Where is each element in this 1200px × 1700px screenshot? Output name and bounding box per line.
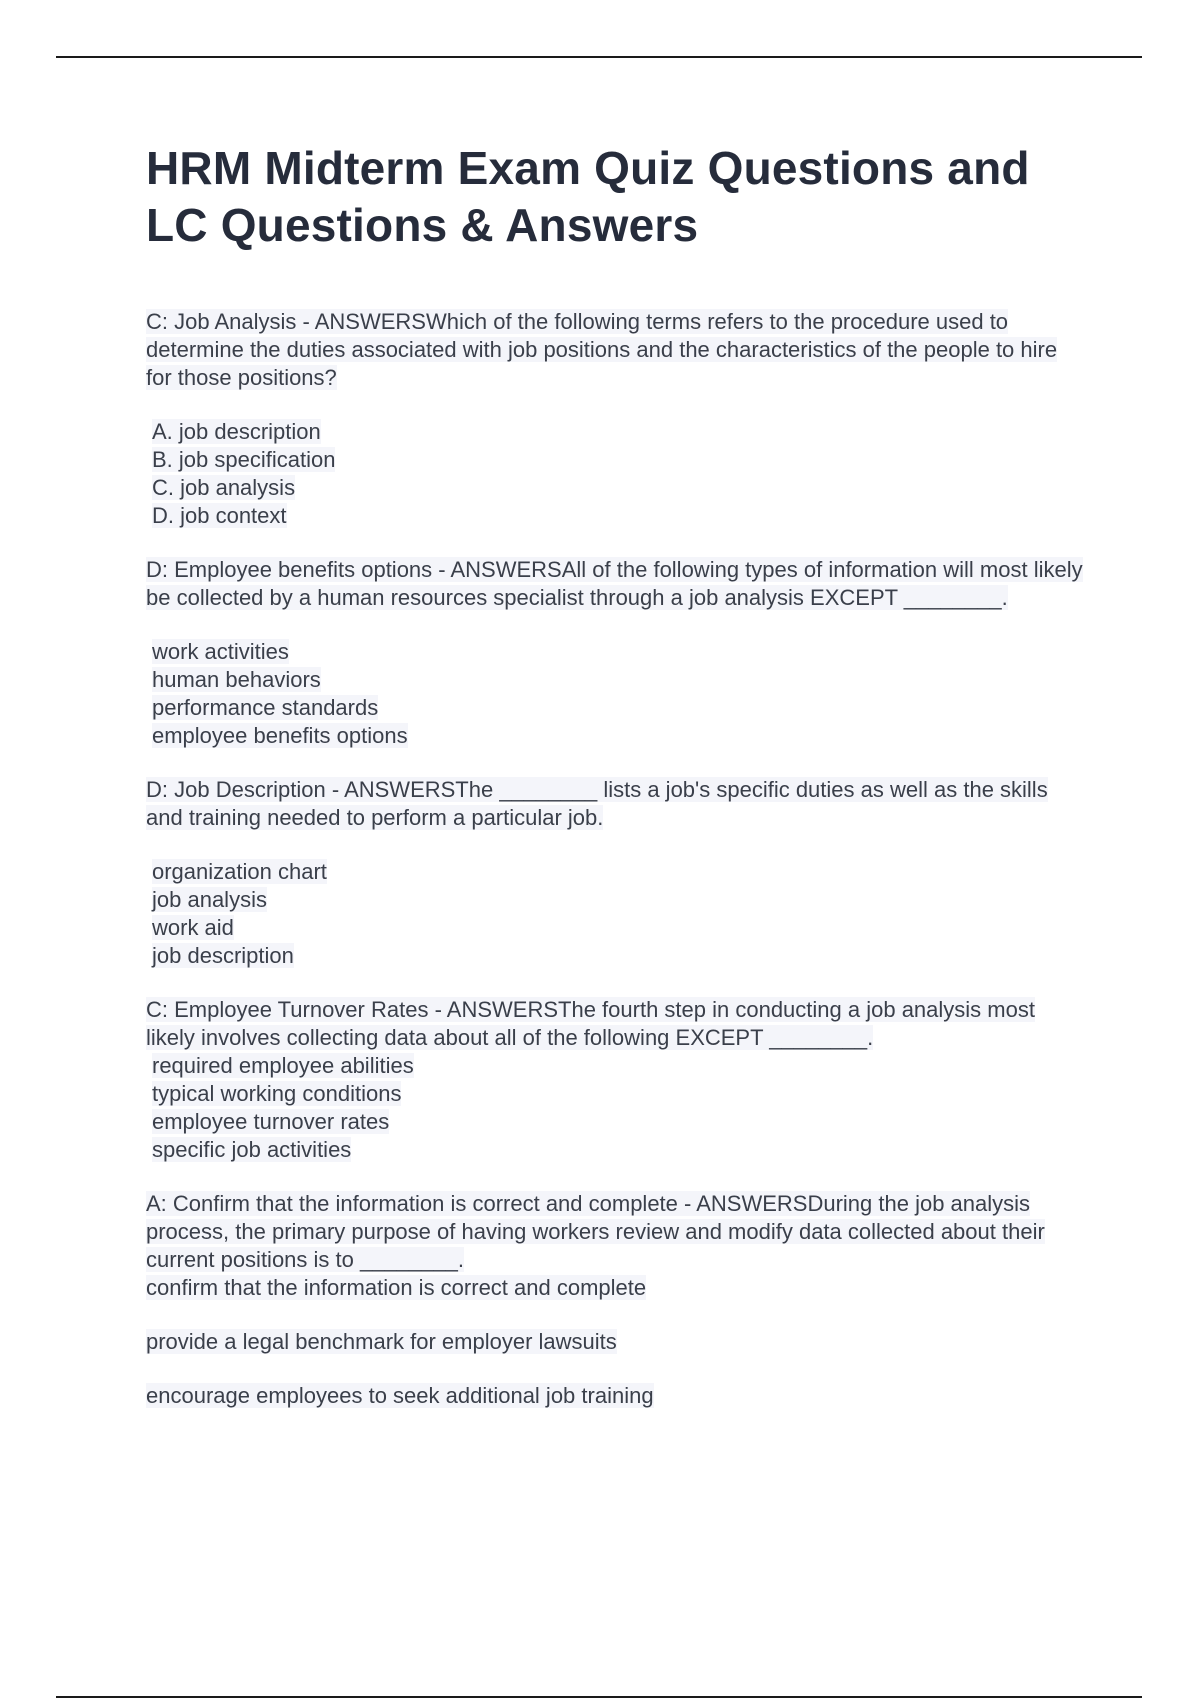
question-text: C: Employee Turnover Rates - ANSWERSThe fourth step in conducting a job analysis most likely involves collecting data about all of the following EXCEPT ________. [146,997,1035,1050]
options-1 [146,418,1086,530]
answer-line: confirm that the information is correct and complete [146,1275,647,1300]
option-item: A. job description [152,419,321,444]
option-item: specific job activities [152,1137,352,1162]
question-2 [146,556,1086,612]
question-4 [146,996,1086,1164]
question-5 [146,1190,1086,1302]
title-line-1: HRM Midterm Exam Quiz Questions and [146,142,1030,194]
option-item: C. job analysis [152,475,296,500]
question-1 [146,308,1086,392]
option-item: D. job context [152,503,287,528]
option-item: work activities [152,639,289,664]
document-body [146,140,1086,1436]
question-3 [146,776,1086,832]
question-text: C: Job Analysis - ANSWERSWhich of the following terms refers to the procedure used to determine the duties associated with job positions and the characteristics of the people to hire for those positions? [146,309,1058,390]
option-item: job description [152,943,294,968]
header-rule [56,56,1142,58]
option-item: B. job specification [152,447,336,472]
options-3 [146,858,1086,970]
option-item: typical working conditions [152,1081,402,1106]
options-2 [146,638,1086,750]
option-item: encourage employees to seek additional job training [146,1383,654,1408]
document-title [146,140,1086,254]
option-item: performance standards [152,695,379,720]
option-item: required employee abilities [152,1053,414,1078]
option-item: work aid [152,915,234,940]
option-item: human behaviors [152,667,321,692]
option-item: employee benefits options [152,723,408,748]
qa-list [146,308,1086,1410]
footer-rule [56,1696,1142,1698]
question-text: D: Job Description - ANSWERSThe ________ lists a job's specific duties as well as the skills and training needed to perform a particular job. [146,777,1048,830]
option-item: organization chart [152,859,327,884]
question-text: D: Employee benefits options - ANSWERSAll of the following types of information will most likely be collected by a human resources specialist through a job analysis EXCEPT ________. [146,557,1083,610]
question-text: A: Confirm that the information is correct and complete - ANSWERSDuring the job analysis process, the primary purpose of having workers review and modify data collected about their current positions is to ________. [146,1191,1045,1272]
option-item: employee turnover rates [152,1109,390,1134]
option-item: job analysis [152,887,267,912]
option-item: provide a legal benchmark for employer lawsuits [146,1329,617,1354]
title-line-2: LC Questions & Answers [146,199,699,251]
